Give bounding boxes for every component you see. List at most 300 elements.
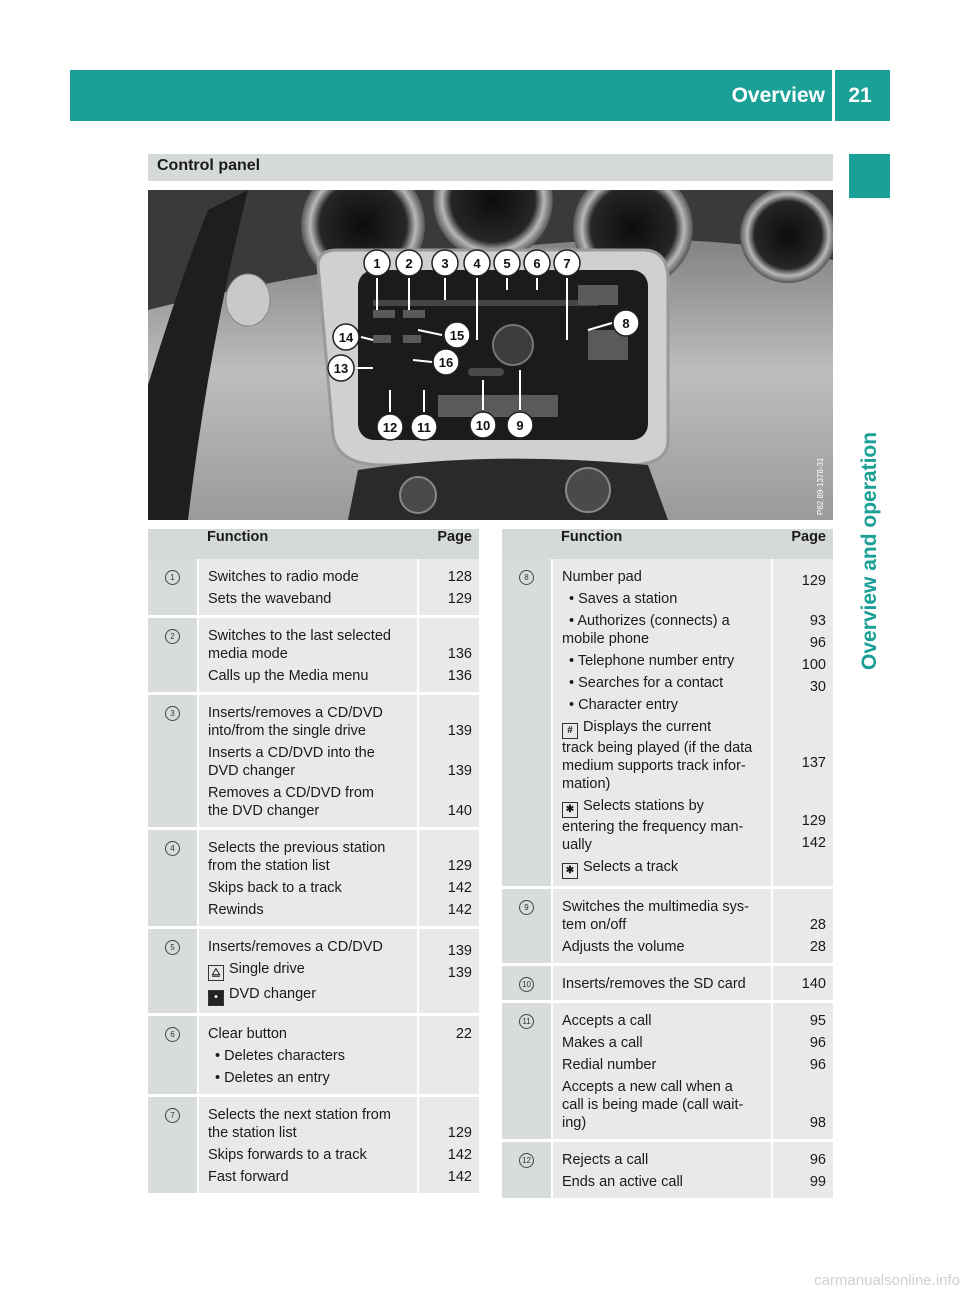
- function-text: [562, 696, 765, 714]
- page-spacer: [419, 839, 472, 857]
- function-entry: [208, 784, 411, 820]
- function-cell: [198, 928, 418, 1015]
- page-cell: [418, 928, 479, 1015]
- page-cell: [418, 559, 479, 617]
- function-text-content: mobile phone: [562, 631, 650, 647]
- page-cell: [772, 965, 833, 1002]
- function-entry: [562, 858, 765, 879]
- page-ref: 93: [809, 613, 826, 629]
- page-cell: [772, 888, 833, 965]
- page-entry: [773, 656, 826, 674]
- function-text-content: Accepts a call: [562, 1013, 652, 1029]
- page-spacer: [419, 1106, 472, 1124]
- item-number: 10: [519, 977, 534, 992]
- page-ref: 129: [447, 858, 472, 874]
- function-text-content: track being played (if the data: [562, 740, 753, 756]
- function-entry: [208, 1146, 411, 1164]
- col-page: Page: [772, 529, 833, 559]
- function-text: [562, 797, 765, 818]
- table-row: [148, 1096, 479, 1195]
- page-ref: 96: [809, 635, 826, 651]
- function-text: [562, 652, 765, 670]
- function-text-content: Sets the waveband: [208, 591, 332, 607]
- function-text: [208, 960, 411, 981]
- function-text: [562, 1096, 765, 1114]
- function-text: [562, 916, 765, 934]
- item-number-cell: [502, 1141, 552, 1200]
- function-cell: [552, 888, 772, 965]
- function-text: [208, 1124, 411, 1142]
- page-ref: 22: [455, 1026, 472, 1042]
- side-tab-block: [849, 154, 890, 198]
- page-ref: 129: [447, 1125, 472, 1141]
- function-text: [562, 1151, 765, 1169]
- function-text: [562, 1173, 765, 1191]
- function-text-content: Accepts a new call when a: [562, 1079, 733, 1095]
- table-row: [148, 694, 479, 829]
- function-text: [562, 818, 765, 836]
- page-cell: [418, 617, 479, 694]
- page-entry: [773, 776, 826, 830]
- function-text-content: Deletes an entry: [224, 1070, 330, 1086]
- page-ref: 95: [809, 1013, 826, 1029]
- page-entry: [773, 975, 826, 993]
- item-number: 6: [165, 1027, 180, 1042]
- page-entry: [419, 964, 472, 982]
- function-text-content: mation): [562, 776, 611, 792]
- function-text-content: the DVD changer: [208, 803, 320, 819]
- function-text: [208, 784, 411, 802]
- page-entry: [419, 667, 472, 685]
- function-entry: [562, 1151, 765, 1169]
- function-text-content: Searches for a contact: [578, 675, 724, 691]
- page-cell: [418, 829, 479, 928]
- page-spacer: [773, 700, 826, 718]
- col-page: Page: [418, 529, 479, 559]
- item-number: 11: [519, 1014, 534, 1029]
- page-ref: 137: [801, 755, 826, 771]
- function-text: [208, 1025, 411, 1043]
- page-ref: 98: [809, 1115, 826, 1131]
- function-cell: [552, 1141, 772, 1200]
- page-ref: 139: [447, 723, 472, 739]
- function-entry: [562, 696, 765, 714]
- function-text-content: Inserts a CD/DVD into the: [208, 745, 375, 761]
- function-entry: [208, 901, 411, 919]
- symbol-icon: #: [562, 723, 578, 739]
- function-text-content: call is being made (call wait-: [562, 1097, 744, 1113]
- function-entry: [208, 938, 411, 956]
- symbol-icon: •: [208, 990, 224, 1006]
- function-text-content: Clear button: [208, 1026, 287, 1042]
- page-entry: [419, 942, 472, 960]
- function-cell: [552, 1002, 772, 1141]
- page-ref: 96: [809, 1057, 826, 1073]
- page-number: 21: [848, 84, 872, 107]
- page-spacer: [773, 898, 826, 916]
- function-entry: [562, 674, 765, 692]
- item-number: 2: [165, 629, 180, 644]
- function-text-content: Selects the next station from: [208, 1107, 391, 1123]
- function-entry: [562, 568, 765, 586]
- table-row: [148, 559, 479, 617]
- function-text: [208, 1047, 411, 1065]
- page-ref: 128: [447, 569, 472, 585]
- page-entry: [773, 1056, 826, 1074]
- function-entry: [208, 744, 411, 780]
- table-row: [502, 1002, 833, 1141]
- function-entry: [562, 898, 765, 934]
- callout-number: 15: [449, 328, 465, 343]
- function-text: [208, 901, 411, 919]
- function-text: [562, 975, 765, 993]
- function-text-content: Makes a call: [562, 1035, 643, 1051]
- function-cell: [198, 1096, 418, 1195]
- function-entry: [208, 1069, 411, 1087]
- page-cell: [772, 1002, 833, 1141]
- page-entry: [419, 901, 472, 919]
- function-cell: [198, 829, 418, 928]
- function-text: [562, 718, 765, 739]
- side-tab: [849, 210, 890, 670]
- item-number-cell: [502, 965, 552, 1002]
- function-text-content: Deletes characters: [224, 1048, 345, 1064]
- page-entry: [773, 572, 826, 590]
- page-entry: [773, 594, 826, 630]
- page-entry: [773, 700, 826, 772]
- watermark: carmanualsonline.info: [814, 1272, 960, 1289]
- page-cell: [418, 694, 479, 829]
- page-ref: 142: [801, 835, 826, 851]
- header-title: Overview: [731, 84, 825, 107]
- function-entry: [562, 938, 765, 956]
- function-entry: [562, 612, 765, 648]
- function-text-content: Rejects a call: [562, 1152, 649, 1168]
- item-number-cell: [148, 1096, 198, 1195]
- callout-number: 7: [563, 256, 571, 271]
- symbol-icon: ✱: [562, 863, 578, 879]
- page-cell: [772, 559, 833, 888]
- table-row: [148, 928, 479, 1015]
- callout-number: 9: [516, 418, 524, 433]
- function-text: [208, 1168, 411, 1186]
- page-ref: 129: [801, 813, 826, 829]
- callout-number: 6: [533, 256, 541, 271]
- function-text: [208, 1069, 411, 1087]
- page-ref: 99: [809, 1174, 826, 1190]
- function-text-content: Rewinds: [208, 902, 264, 918]
- function-text: [208, 722, 411, 740]
- table-row: [148, 829, 479, 928]
- item-number-cell: [148, 1015, 198, 1096]
- function-cell: [198, 617, 418, 694]
- page-spacer: [419, 784, 472, 802]
- col-number: [148, 529, 198, 559]
- page-entry: [773, 1173, 826, 1191]
- page-entry: [773, 1034, 826, 1052]
- function-text-content: Authorizes (connects) a: [577, 613, 730, 629]
- page-entry: [419, 1025, 472, 1043]
- function-text-content: Number pad: [562, 569, 642, 585]
- function-text: [562, 739, 765, 757]
- item-number-cell: [148, 928, 198, 1015]
- function-text-content: Redial number: [562, 1057, 657, 1073]
- callout-number: 13: [333, 361, 349, 376]
- item-number: 8: [519, 570, 534, 585]
- function-text: [562, 938, 765, 956]
- page-cell: [418, 1015, 479, 1096]
- function-text: [562, 1034, 765, 1052]
- page-ref: 129: [447, 591, 472, 607]
- page-entry: [419, 1168, 472, 1186]
- function-text-content: Character entry: [578, 697, 679, 713]
- table-row: [148, 617, 479, 694]
- page-entry: [773, 834, 826, 852]
- function-cell: [198, 1015, 418, 1096]
- function-entry: [208, 879, 411, 897]
- function-text-content: Fast forward: [208, 1169, 289, 1185]
- function-entry: [208, 985, 411, 1006]
- item-number-cell: [502, 888, 552, 965]
- page-entry: [773, 1151, 826, 1169]
- function-cell: [198, 694, 418, 829]
- page-spacer: [773, 794, 826, 812]
- function-entry: [562, 1034, 765, 1052]
- item-number: 4: [165, 841, 180, 856]
- col-number: [502, 529, 552, 559]
- item-number: 12: [519, 1153, 534, 1168]
- page-spacer: [773, 1096, 826, 1114]
- function-text: [208, 802, 411, 820]
- function-text-content: media mode: [208, 646, 288, 662]
- page-ref: 96: [809, 1152, 826, 1168]
- function-entry: [208, 568, 411, 586]
- function-text: [562, 1056, 765, 1074]
- function-text-content: Inserts/removes the SD card: [562, 976, 746, 992]
- function-text: [208, 627, 411, 645]
- page-ref: 96: [809, 1035, 826, 1051]
- page-ref: 142: [447, 1169, 472, 1185]
- page-ref: 139: [447, 943, 472, 959]
- symbol-icon: ✱: [562, 802, 578, 818]
- function-text-content: entering the frequency man-: [562, 819, 744, 835]
- callout-number: 3: [441, 256, 449, 271]
- item-number: 5: [165, 940, 180, 955]
- item-number: 1: [165, 570, 180, 585]
- page-entry: [419, 1146, 472, 1164]
- function-text: [208, 762, 411, 780]
- callout-number: 2: [405, 256, 413, 271]
- page-entry: [773, 678, 826, 696]
- function-table-left: [148, 529, 479, 1196]
- function-text-content: Removes a CD/DVD from: [208, 785, 374, 801]
- function-text-content: Ends an active call: [562, 1174, 683, 1190]
- page-spacer: [773, 718, 826, 736]
- table-row: [502, 888, 833, 965]
- item-number-cell: [502, 1002, 552, 1141]
- table-row: [502, 965, 833, 1002]
- function-text: [208, 744, 411, 762]
- callout-number: 4: [473, 256, 481, 271]
- function-cell: [198, 559, 418, 617]
- function-text: [562, 836, 765, 854]
- function-text: [562, 1012, 765, 1030]
- table-row: [502, 559, 833, 888]
- function-text-content: ually: [562, 837, 592, 853]
- photo-code: P82.89-1378-31: [816, 457, 825, 515]
- page-spacer: [773, 776, 826, 794]
- page-ref: 100: [801, 657, 826, 673]
- function-entry: [208, 627, 411, 663]
- page-ref: 129: [801, 573, 826, 589]
- control-panel-photo: [148, 190, 833, 520]
- col-function: Function: [552, 529, 772, 559]
- callout-number: 8: [622, 316, 630, 331]
- page-ref: 28: [809, 939, 826, 955]
- page-entry: [773, 1078, 826, 1132]
- function-text-content: Telephone number entry: [577, 653, 735, 669]
- page-spacer: [419, 627, 472, 645]
- page-entry: [419, 784, 472, 820]
- page-ref: 142: [447, 902, 472, 918]
- function-text-content: Selects stations by: [583, 798, 704, 814]
- item-number-cell: [148, 617, 198, 694]
- function-text: [208, 590, 411, 608]
- table-row: [502, 1141, 833, 1200]
- function-text-content: Calls up the Media menu: [208, 668, 369, 684]
- page-ref: 142: [447, 1147, 472, 1163]
- page-entry: [773, 1012, 826, 1030]
- function-entry: [208, 1025, 411, 1043]
- page-ref: 140: [801, 976, 826, 992]
- function-text: [562, 590, 765, 608]
- function-text: [562, 568, 765, 586]
- page-entry: [419, 839, 472, 875]
- function-text-content: Displays the current: [583, 719, 712, 735]
- page-ref: 139: [447, 965, 472, 981]
- page-spacer: [773, 594, 826, 612]
- function-text: [208, 839, 411, 857]
- callout-number: 16: [438, 355, 454, 370]
- function-text: [208, 938, 411, 956]
- function-text: [562, 630, 765, 648]
- function-text: [208, 879, 411, 897]
- function-entry: [208, 960, 411, 981]
- function-text: [562, 612, 765, 630]
- function-entry: [562, 975, 765, 993]
- page-entry: [419, 704, 472, 740]
- callout-number: 10: [475, 418, 491, 433]
- function-entry: [208, 590, 411, 608]
- function-text-content: Selects the previous station: [208, 840, 386, 856]
- function-text: [208, 1106, 411, 1124]
- page-ref: 139: [447, 763, 472, 779]
- page-ref: 30: [809, 679, 826, 695]
- page-entry: [773, 898, 826, 934]
- function-text-content: ing): [562, 1115, 587, 1131]
- function-text: [208, 857, 411, 875]
- function-table-right: [502, 529, 833, 1201]
- function-entry: [208, 1047, 411, 1065]
- page-spacer: [773, 736, 826, 754]
- page-ref: 136: [447, 668, 472, 684]
- item-number: 3: [165, 706, 180, 721]
- function-cell: [552, 559, 772, 888]
- function-text-content: Adjusts the volume: [562, 939, 685, 955]
- function-text-content: Single drive: [229, 961, 305, 977]
- function-text: [562, 1114, 765, 1132]
- function-entry: [208, 667, 411, 685]
- function-entry: [208, 839, 411, 875]
- function-text: [562, 1078, 765, 1096]
- item-number: 9: [519, 900, 534, 915]
- function-text-content: Selects a track: [583, 859, 679, 875]
- page-ref: 140: [447, 803, 472, 819]
- function-text: [562, 858, 765, 879]
- function-entry: [562, 1173, 765, 1191]
- page-ref: 142: [447, 880, 472, 896]
- function-text: [208, 704, 411, 722]
- col-function: Function: [198, 529, 418, 559]
- function-text-content: Inserts/removes a CD/DVD: [208, 939, 383, 955]
- function-entry: [562, 718, 765, 793]
- function-text: [208, 568, 411, 586]
- function-text: [562, 898, 765, 916]
- function-text-content: Switches to radio mode: [208, 569, 359, 585]
- page-entry: [419, 590, 472, 608]
- function-text-content: tem on/off: [562, 917, 627, 933]
- page-entry: [419, 568, 472, 586]
- function-entry: [562, 590, 765, 608]
- callout-number: 11: [417, 420, 431, 435]
- page-entry: [419, 744, 472, 780]
- function-text-content: DVD changer: [208, 763, 296, 779]
- function-entry: [562, 1056, 765, 1074]
- page-spacer: [773, 1078, 826, 1096]
- function-entry: [562, 1012, 765, 1030]
- page-entry: [419, 1106, 472, 1142]
- function-entry: [562, 1078, 765, 1132]
- function-text-content: Switches to the last selected: [208, 628, 391, 644]
- function-text: [562, 757, 765, 775]
- item-number: 7: [165, 1108, 180, 1123]
- function-text: [562, 775, 765, 793]
- header-separator: [832, 70, 835, 121]
- function-text-content: Switches the multimedia sys-: [562, 899, 749, 915]
- function-text-content: Inserts/removes a CD/DVD: [208, 705, 383, 721]
- function-text-content: Skips back to a track: [208, 880, 342, 896]
- callout-number: 1: [373, 256, 381, 271]
- function-text-content: medium supports track infor-: [562, 758, 746, 774]
- table-row: [148, 1015, 479, 1096]
- item-number-cell: [148, 694, 198, 829]
- section-title: Control panel: [157, 157, 261, 174]
- page-ref: 28: [809, 917, 826, 933]
- function-cell: [552, 965, 772, 1002]
- page-entry: [773, 938, 826, 956]
- page-entry: [419, 627, 472, 663]
- page-entry: [419, 879, 472, 897]
- function-text-content: the station list: [208, 1125, 297, 1141]
- symbol-icon: ⧋: [208, 965, 224, 981]
- callout-number: 5: [503, 256, 511, 271]
- page-entry: [773, 634, 826, 652]
- page-spacer: [419, 744, 472, 762]
- function-text: [208, 985, 411, 1006]
- item-number-cell: [148, 829, 198, 928]
- function-text-content: into/from the single drive: [208, 723, 366, 739]
- function-entry: [562, 652, 765, 670]
